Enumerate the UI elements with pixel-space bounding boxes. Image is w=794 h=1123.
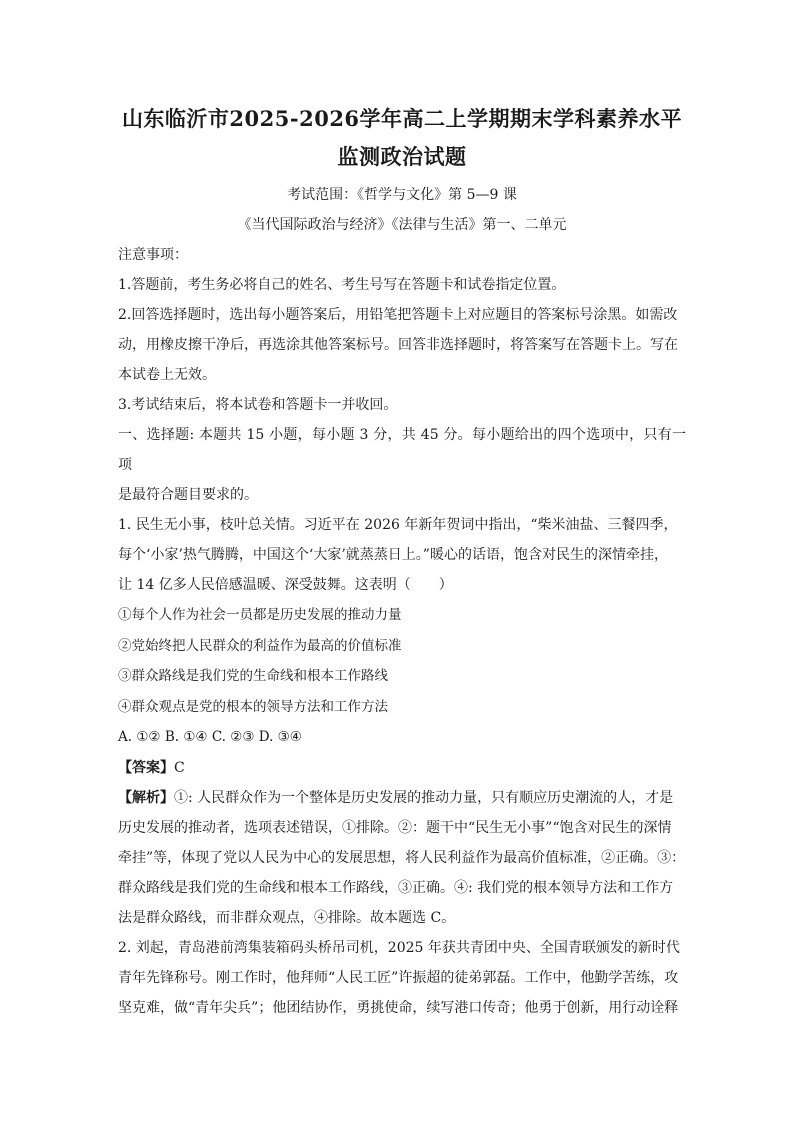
answer-value: C [174, 759, 185, 776]
section-heading: 是最符合题目要求的。 [118, 487, 258, 503]
notice-item: 3.考试结束后，将本试卷和答题卡一并收回。 [118, 397, 398, 413]
question-stem: 坚克难，做“青年尖兵”；他团结协作，勇挑使命，续写港口传奇；他勇于创新，用行动诠释 [118, 999, 679, 1016]
analysis-text: 群众路线是我们党的生命线和根本工作路线，③正确。④: 我们党的根本领导方法和工作方 [118, 879, 674, 896]
answer-label: 【答案】 [118, 759, 174, 776]
question-option: ④群众观点是党的根本的领导方法和工作方法 [118, 698, 388, 715]
question-option: ②党始终把人民群众的利益作为最高的价值标准 [118, 637, 402, 654]
analysis-text: 历史发展的推动者，选项表述错误，①排除。②：题干中“民生无小事”“饱含对民生的深情 [118, 819, 672, 836]
question-option: ③群众路线是我们党的生命线和根本工作路线 [118, 668, 388, 684]
section-heading: 一、选择题: 本题共 15 小题，每小题 3 分，共 45 分。每小题给出的四个选项中，只有一项 [118, 427, 686, 473]
exam-scope-line: 考试范围：《哲学与文化》第 5—9 课 [287, 187, 517, 203]
question-stem: 让 14 亿多人民倍感温暖、深受鼓舞。这表明（ ） [118, 577, 453, 593]
analysis-text: 法是群众路线，而非群众观点，④排除。故本题选 C。 [118, 909, 456, 926]
exam-scope-line: 《当代国际政治与经济》《法律与生活》第一、二单元 [237, 217, 567, 233]
notice-item: 2.回答选择题时，选出每小题答案后，用铅笔把答题卡上对应题目的答案标号涂黑。如需改 [118, 307, 678, 323]
analysis-label: 【解析】 [118, 789, 174, 806]
page-subtitle: 监测政治试题 [337, 144, 467, 169]
question-option: ①每个人作为社会一员都是历史发展的推动力量 [118, 607, 402, 623]
notice-item: 动，用橡皮擦干净后，再选涂其他答案标号。回答非选择题时，将答案写在答题卡上。写在 [118, 337, 678, 353]
question-stem: 1. 民生无小事，枝叶总关情。习近平在 2026 年新年贺词中指出，“柴米油盐、三餐四季， [118, 517, 678, 533]
question-stem: 每个‘小家’热气腾腾，中国这个‘大家’就蒸蒸日上。”暖心的话语，饱含对民生的深情牵挂， [118, 547, 668, 563]
analysis-text: ①: 人民群众作为一个整体是历史发展的推动力量，只有顺应历史潮流的人，才是 [174, 789, 674, 806]
notice-item: 1.答题前，考生务必将自己的姓名、考生号写在答题卡和试卷指定位置。 [118, 277, 566, 293]
page-title: 山东临沂市2025-2026学年高二上学期期末学科素养水平 [121, 106, 683, 131]
question-stem: 青年先锋称号。刚工作时，他拜师“人民工匠”许振超的徒弟郭磊。工作中，他勤学苦练，攻 [118, 969, 679, 986]
analysis-line [118, 783, 686, 813]
answer-choices: A. ①② B. ①④ C. ②③ D. ③④ [118, 729, 302, 745]
analysis-text: 牵挂”等，体现了党以人民为中心的发展思想，将人民利益作为最高价值标准，②正确。③： [118, 849, 686, 866]
notice-heading: 注意事项： [118, 247, 188, 263]
answer-line [118, 753, 686, 783]
question-stem: 2. 刘起，青岛港前湾集装箱码头桥吊司机，2025 年获共青团中央、全国青联颁发的新时代 [118, 939, 680, 956]
notice-item: 本试卷上无效。 [118, 367, 216, 383]
